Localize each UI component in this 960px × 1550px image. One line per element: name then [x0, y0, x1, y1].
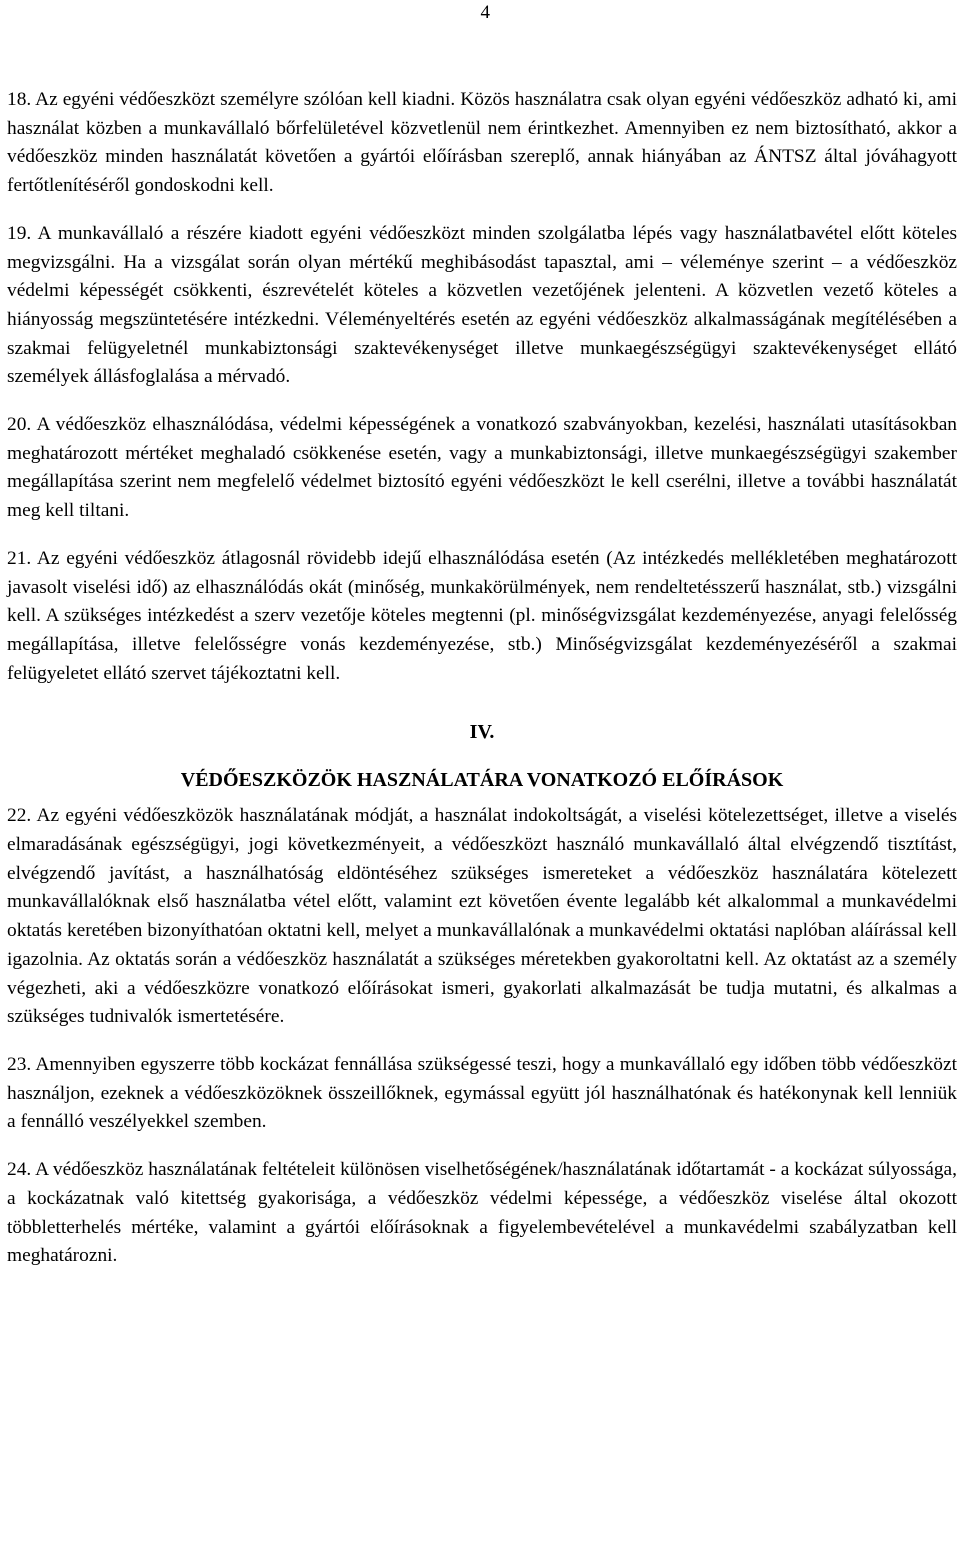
- paragraph-24: 24. A védőeszköz használatának feltételeit különösen viselhetőségének/használatának időtartamát - a kockázat súlyossága, a kockázatnak való kitettség gyakorisága, a védőeszköz védelmi képessége, a védőeszköz viselése által okozott többletterhelés mértéke, valamint a gyártói előírásoknak a figyelembevételével a munkavédelmi szabályzatban kell meghatározni.: [7, 1159, 957, 1267]
- section-number: IV.: [469, 721, 495, 744]
- page-number: 4: [480, 2, 490, 23]
- paragraph-18: 18. Az egyéni védőeszközt személyre szólóan kell kiadni. Közös használatra csak olyan egyéni védőeszköz adható ki, ami használat közben a munkavállaló bőrfelületével közvetlenül nem érintkezhet. Amennyiben ez nem biztosítható, akkor a védőeszköz minden használatát követően a gyártói előírásban szereplő, annak hiányában az ÁNTSZ által jóváhagyott fertőtlenítéséről gondoskodni kell.: [7, 89, 957, 197]
- document-body: [7, 86, 957, 1290]
- paragraph-23: 23. Amennyiben egyszerre több kockázat fennállása szükségessé teszi, hogy a munkavállaló egy időben több védőeszközt használjon, ezeknek a védőeszközöknek összeillőknek, egymással együtt jól használhatónak és hatékonynak kell lenniük a fennálló veszélyekkel szemben.: [7, 1053, 957, 1133]
- paragraph-22: 22. Az egyéni védőeszközök használatának módját, a használat indokoltságát, a viselési kötelezettséget, illetve a viselés elmaradásának egészségügyi, jogi következményeit, a védőeszközt használó munkavállaló által elvégzendő tisztítást, elvégzendő javítást, a használhatóság eldöntéséhez szükséges ismereteket a védőeszköz használatára kötelezett munkavállalóknak első használatba vétel előtt, valamint ezt követően évente legalább két alkalommal a munkavédelmi oktatás keretében bizonyíthatóan oktatni kell, melyet a munkavállalónak a munkavédelmi oktatási naplóban aláírással kell igazolnia. Az oktatás során a védőeszköz használatát a szükséges méretekben gyakoroltatni kell. Az oktatást az a személy végezheti, aki a védőeszközre vonatkozó előírásokat ismeri, gyakorlati alkalmazását be tudja mutatni, és alkalmas a szükséges tudnivalók ismertetésére.: [7, 805, 957, 1028]
- section-title: VÉDŐESZKÖZÖK HASZNÁLATÁRA VONATKOZÓ ELŐÍRÁSOK: [180, 769, 784, 792]
- paragraph-20: 20. A védőeszköz elhasználódása, védelmi képességének a vonatkozó szabványokban, kezelési, használati utasításokban meghatározott mértéket meghaladó csökkenése esetén, vagy a munkabiztonsági, illetve munkaegészségügyi szakember megállapítása szerint nem megfelelő védelmet biztosító egyéni védőeszközt le kell cserélni, illetve a további használatát meg kell tiltani.: [7, 414, 957, 522]
- paragraph-19: 19. A munkavállaló a részére kiadott egyéni védőeszközt minden szolgálatba lépés vagy használatbavétel előtt köteles megvizsgálni. Ha a vizsgálat során olyan mértékű meghibásodást tapasztal, ami – véleménye szerint – a védőeszköz védelmi képességét csökkenti, észrevételét köteles a közvetlen vezetőjének jelenteni. A közvetlen vezető köteles a hiányosság megszüntetésére intézkedni. Véleményeltérés esetén az egyéni védőeszköz alkalmasságának megítélésében a szakmai felügyeletnél munkabiztonsági szaktevékenységet illetve munkaegészségügyi szaktevékenységet ellátó személyek állásfoglalása a mérvadó.: [7, 222, 957, 388]
- paragraph-21: 21. Az egyéni védőeszköz átlagosnál rövidebb idejű elhasználódása esetén (Az intézkedés mellékletében meghatározott javasolt viselési idő) az elhasználódás okát (minőség, munkakörülmények, nem rendeltetésszerű használat, stb.) vizsgálni kell. A szükséges intézkedést a szerv vezetője köteles megtenni (pl. minőségvizsgálat kezdeményezése, anyagi felelősség megállapítása, illetve felelősségre vonás kezdeményezése, stb.) Minőségvizsgálat kezdeményezéséről a szakmai felügyeletet ellátó szervet tájékoztatni kell.: [7, 547, 957, 684]
